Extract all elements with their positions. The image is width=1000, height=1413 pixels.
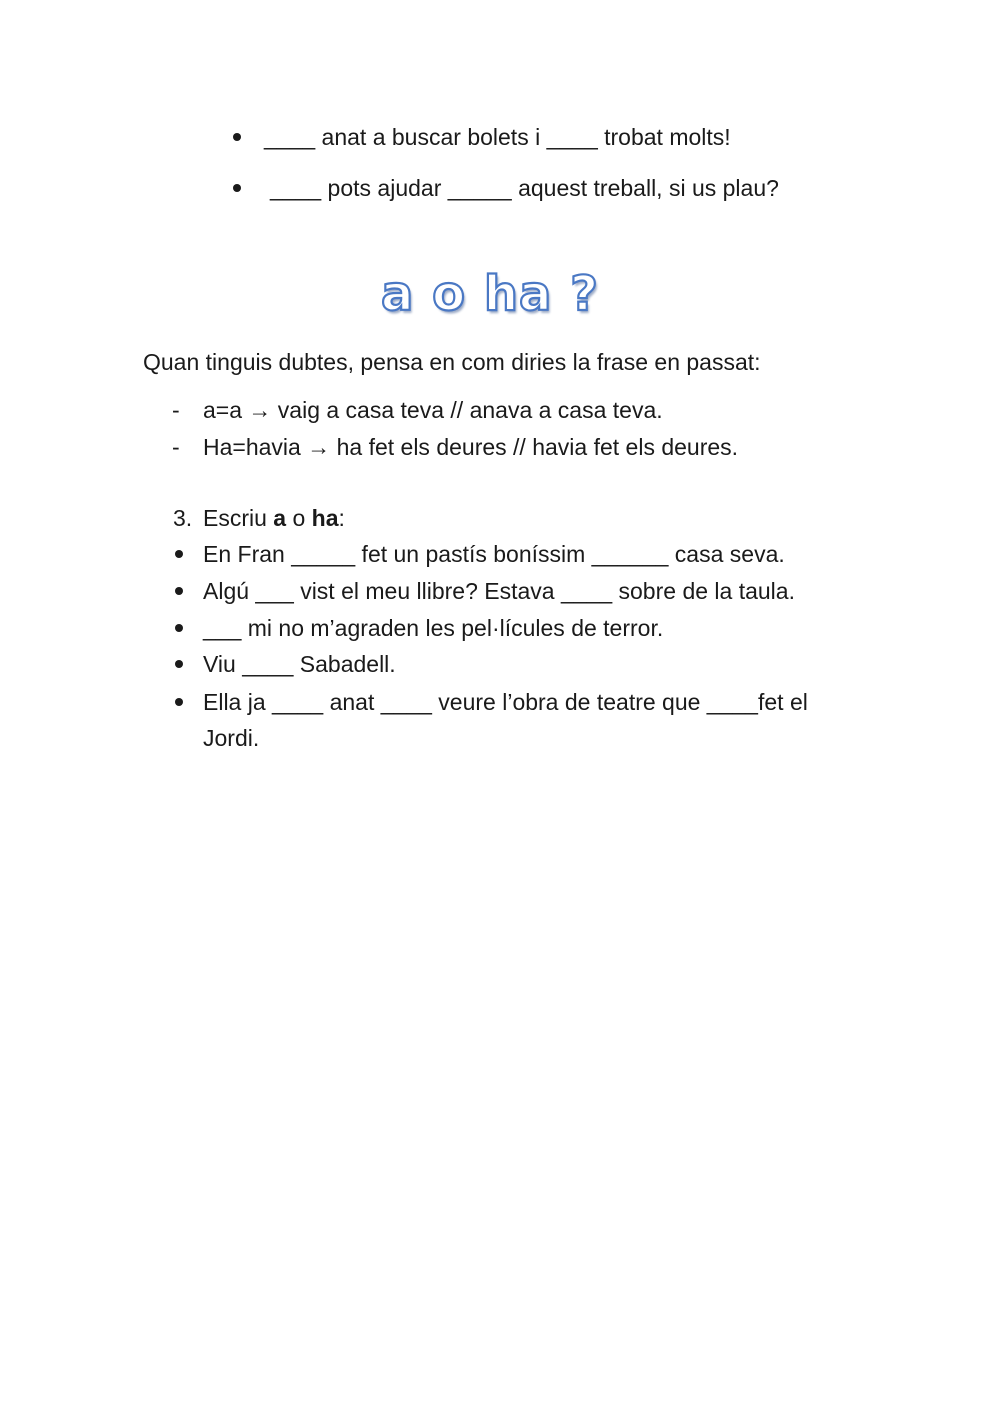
exercise-item-3: ___ mi no m’agraden les pel·lícules de terror. xyxy=(203,615,664,641)
exercise-bold-a: a xyxy=(273,505,287,531)
bullet-dot xyxy=(175,624,183,632)
bullet-dot xyxy=(233,133,241,141)
bullet-dot xyxy=(175,660,183,668)
exercise-item-4: Viu ____ Sabadell. xyxy=(203,651,396,677)
exercise-item-5-continuation: Jordi. xyxy=(203,725,260,751)
rule-1: a=a → vaig a casa teva // anava a casa teva. xyxy=(203,397,663,423)
exercise-number: 3. xyxy=(173,505,193,531)
exercise-item-5: Ella ja ____ anat ____ veure l’obra de teatre que ____fet el xyxy=(203,689,808,715)
rule-2: Ha=havia → ha fet els deures // havia fet els deures. xyxy=(203,434,739,460)
exercise-item-2: Algú ___ vist el meu llibre? Estava ____ sobre de la taula. xyxy=(203,578,795,604)
exercise-bold-ha: ha xyxy=(311,505,339,531)
bullet-dot xyxy=(175,698,183,706)
page-title: a o ha ? xyxy=(381,266,599,322)
bullet-dot xyxy=(175,587,183,595)
rule-dash: - xyxy=(172,397,180,423)
exercise-label-middle: o xyxy=(286,505,312,531)
exercise-label-end: : xyxy=(338,505,345,531)
top-bullet-2: ____ pots ajudar _____ aquest treball, si us plau? xyxy=(270,175,779,201)
exercise-item-1: En Fran _____ fet un pastís boníssim ______ casa seva. xyxy=(203,541,785,567)
exercise-label-start: Escriu xyxy=(203,505,274,531)
bullet-dot xyxy=(233,184,241,192)
bullet-dot xyxy=(175,550,183,558)
rule-dash: - xyxy=(172,434,180,460)
top-bullet-1: ____ anat a buscar bolets i ____ trobat molts! xyxy=(264,124,731,150)
exercise-label xyxy=(203,503,345,533)
intro-text: Quan tinguis dubtes, pensa en com diries la frase en passat: xyxy=(143,349,761,375)
